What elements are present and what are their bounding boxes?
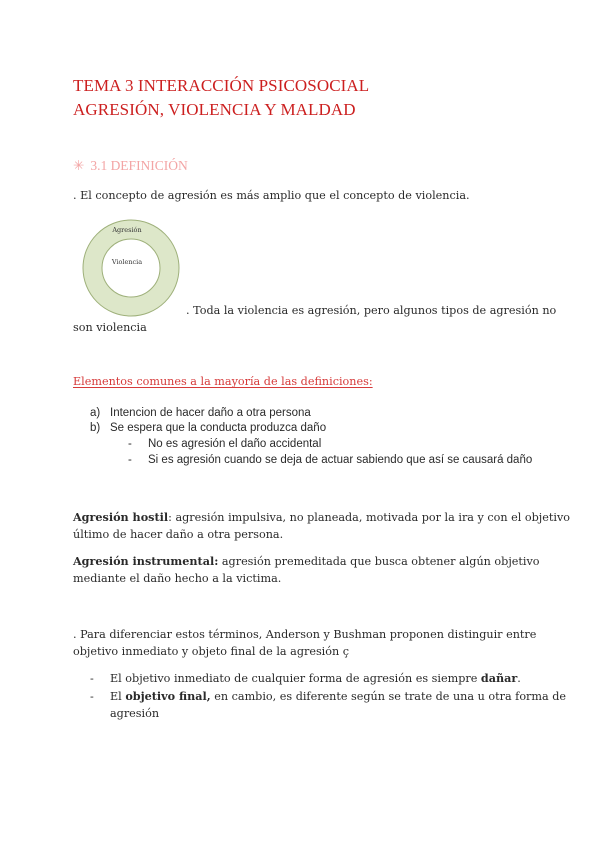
bullet-item	[90, 670, 521, 687]
sublist-marker: -	[128, 454, 132, 466]
hostile-text: : agresión impulsiva, no planeada, motivada por la ira y con el objetivo	[168, 511, 571, 524]
instrumental-term: Agresión instrumental:	[73, 554, 219, 568]
intro-paragraph: . El concepto de agresión es más amplio que el concepto de violencia.	[73, 189, 470, 202]
bullet-marker: -	[90, 690, 94, 703]
instrumental-text: agresión premeditada que busca obtener algún objetivo	[218, 555, 540, 568]
document-subtitle: AGRESIÓN, VIOLENCIA Y MALDAD	[73, 100, 356, 119]
inner-label: Violencia	[111, 258, 143, 266]
bullet-pre: El	[110, 690, 126, 703]
bullet-bold: dañar	[480, 671, 518, 685]
diagram-caption-line1: . Toda la violencia es agresión, pero algunos tipos de agresión no	[186, 304, 557, 317]
diagram-caption-line2: son violencia	[73, 321, 147, 334]
section-heading-text: 3.1 DEFINICIÓN	[90, 158, 188, 173]
list-item-text: Se espera que la conducta produzca daño	[110, 422, 327, 434]
instrumental-definition-line2: mediante el daño hecho a la victima.	[73, 572, 282, 585]
sublist-item-text: No es agresión el daño accidental	[148, 438, 322, 450]
sublist-item	[128, 436, 321, 453]
inner-circle	[102, 239, 160, 297]
asterisk-icon: ✳	[73, 158, 85, 173]
list-marker: a)	[90, 407, 101, 419]
sublist-item-text: Si es agresión cuando se deja de actuar sabiendo que así se causará daño	[148, 454, 533, 466]
agresion-violencia-diagram	[77, 218, 185, 318]
list-item	[90, 420, 326, 437]
outer-label: Agresión	[112, 226, 142, 234]
distinguish-paragraph-line2: objetivo inmediato y objeto final de la agresión ç	[73, 645, 350, 658]
list-marker: b)	[90, 422, 101, 434]
bullet-text: en cambio, es diferente según se trate de una u otra forma de	[210, 690, 567, 703]
document-title: TEMA 3 INTERACCIÓN PSICOSOCIAL	[73, 76, 370, 95]
section-heading	[73, 158, 188, 174]
distinguish-paragraph: . Para diferenciar estos términos, Anderson y Bushman proponen distinguir entre	[73, 628, 537, 641]
sublist-marker: -	[128, 438, 132, 450]
bullet-item-line2: agresión	[110, 707, 160, 720]
sublist-item	[128, 452, 532, 469]
bullet-marker: -	[90, 672, 94, 685]
instrumental-definition	[73, 553, 540, 570]
bullet-bold: objetivo final,	[125, 689, 211, 703]
hostile-definition-line2: último de hacer daño a otra persona.	[73, 528, 284, 541]
hostile-definition	[73, 509, 570, 526]
hostile-term: Agresión hostil	[73, 510, 169, 524]
bullet-text: El objetivo inmediato de cualquier forma de agresión es siempre	[110, 672, 481, 685]
elements-heading: Elementos comunes a la mayoría de las definiciones:	[73, 375, 373, 388]
bullet-item	[90, 688, 566, 705]
bullet-end: .	[517, 672, 521, 685]
list-item-text: Intencion de hacer daño a otra persona	[110, 407, 311, 419]
